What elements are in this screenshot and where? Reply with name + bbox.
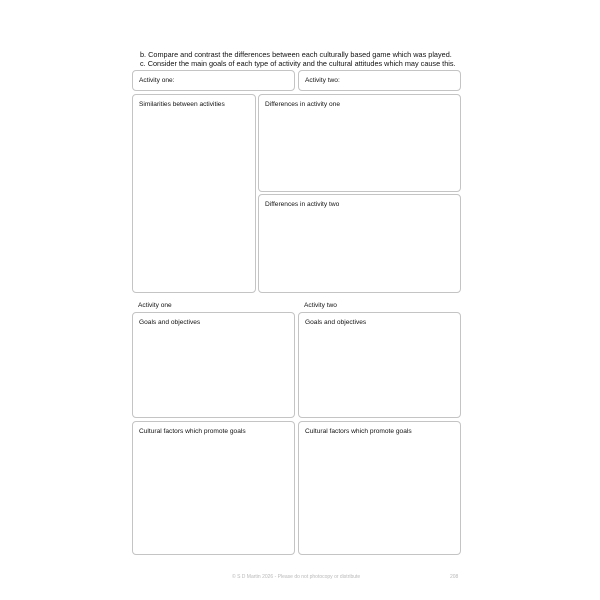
activity-one-label: Activity one: xyxy=(139,77,175,84)
differences-two-box[interactable] xyxy=(258,194,461,293)
activity-two-label: Activity two: xyxy=(305,77,340,84)
page-number: 208 xyxy=(450,574,459,580)
instruction-b: b. Compare and contrast the differences between each culturally based game which was played. xyxy=(140,50,452,59)
instruction-c: c. Consider the main goals of each type of activity and the cultural attitudes which may cause this. xyxy=(140,59,456,68)
differences-one-box[interactable] xyxy=(258,94,461,192)
cultural-one-label: Cultural factors which promote goals xyxy=(139,428,246,435)
goals-two-box[interactable] xyxy=(298,312,461,418)
activity-two-box[interactable] xyxy=(298,70,461,91)
activity-two-heading: Activity two xyxy=(304,302,337,309)
differences-two-label: Differences in activity two xyxy=(265,201,340,208)
footer-copyright: © S D Martin 2026 - Please do not photocopy or distribute xyxy=(232,574,361,580)
similarities-box[interactable] xyxy=(132,94,256,293)
goals-one-label: Goals and objectives xyxy=(139,319,201,326)
cultural-one-box[interactable] xyxy=(132,421,295,555)
goals-two-label: Goals and objectives xyxy=(305,319,367,326)
similarities-label: Similarities between activities xyxy=(139,101,225,108)
cultural-two-label: Cultural factors which promote goals xyxy=(305,428,412,435)
cultural-two-box[interactable] xyxy=(298,421,461,555)
activity-one-heading: Activity one xyxy=(138,302,172,309)
activity-one-box[interactable] xyxy=(132,70,295,91)
goals-one-box[interactable] xyxy=(132,312,295,418)
differences-one-label: Differences in activity one xyxy=(265,101,341,108)
